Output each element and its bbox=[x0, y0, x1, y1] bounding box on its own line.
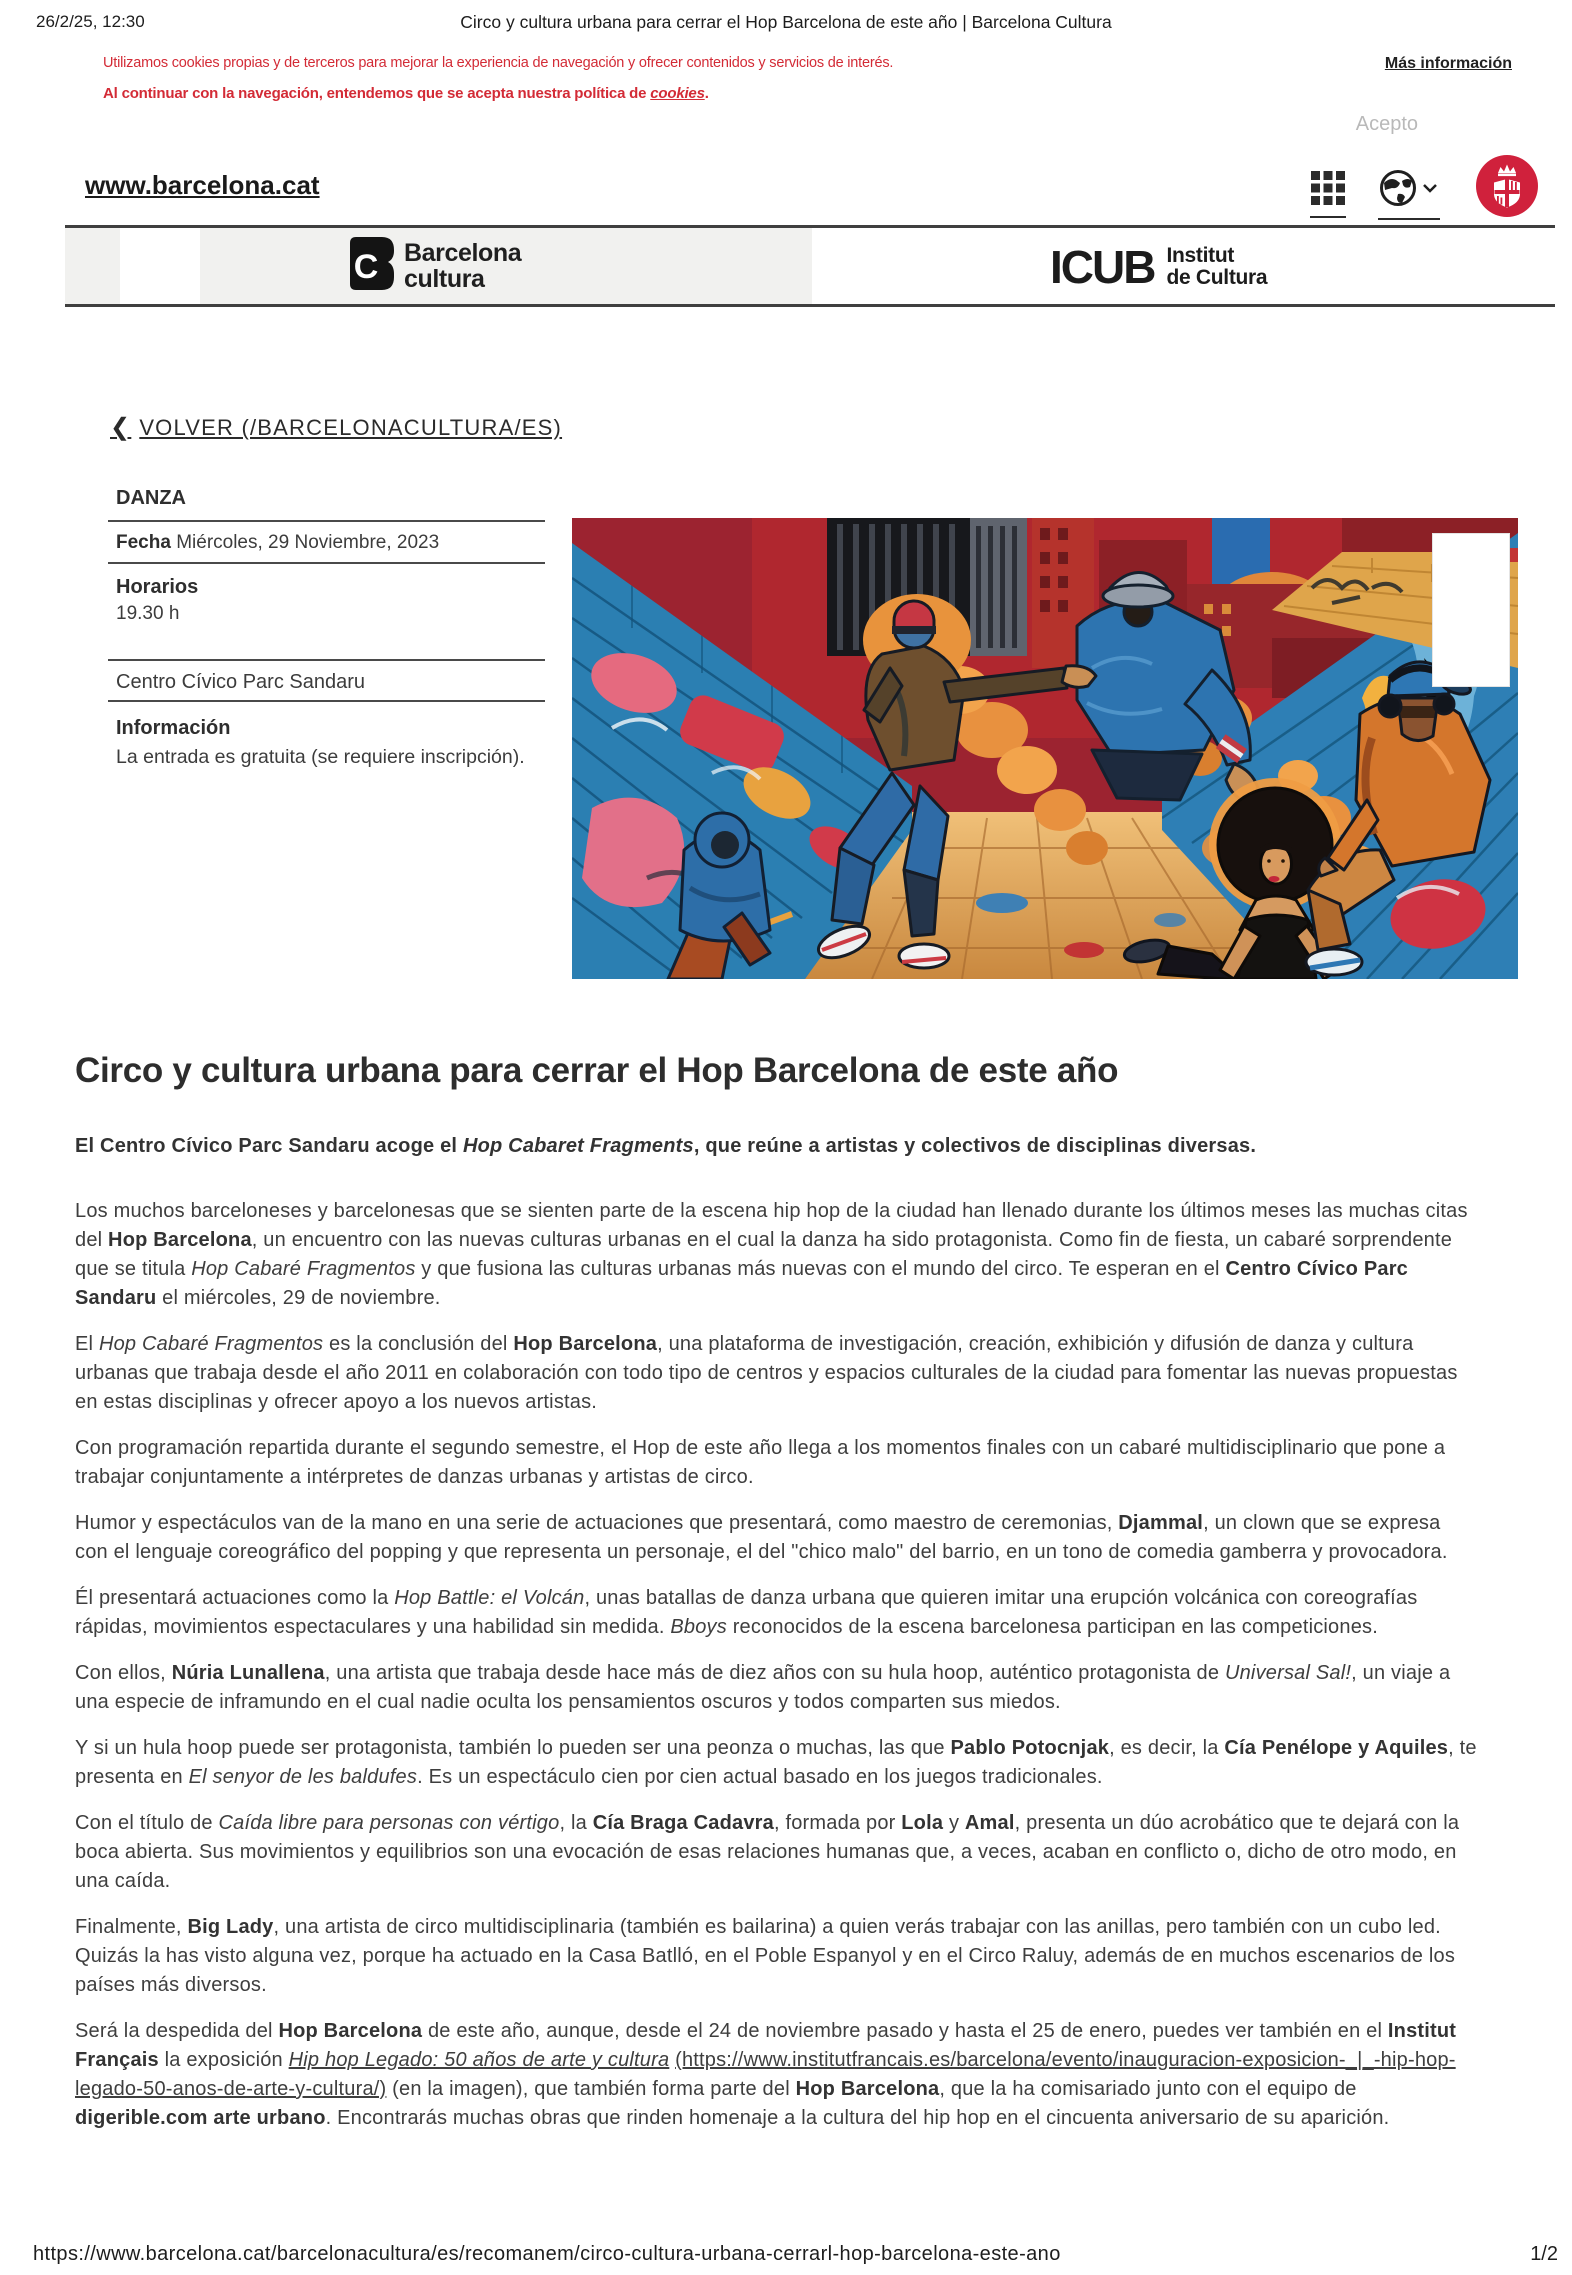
text-segment: Será la despedida del bbox=[75, 2020, 279, 2042]
text-segment: , la bbox=[559, 1812, 593, 1834]
text-segment: Con ellos, bbox=[75, 1662, 172, 1684]
icub-logo[interactable] bbox=[1050, 240, 1267, 294]
text-segment: Hop Cabaré Fragmentos bbox=[191, 1258, 416, 1280]
text-segment: Con el título de bbox=[75, 1812, 219, 1834]
text-segment: , un clown que se expresa con el lenguaje coreográfico del popping y que representa un personaje, el del "chico malo" del barrio, en un tono de comedia gamberra y provocadora. bbox=[75, 1512, 1448, 1563]
event-info-row bbox=[108, 700, 545, 772]
text-segment: Él presentará actuaciones como la bbox=[75, 1587, 395, 1609]
text-segment: Hop Barcelona bbox=[278, 2020, 423, 2042]
text-segment: Djammal bbox=[1118, 1512, 1204, 1534]
text-segment: Y si un hula hoop puede ser protagonista, también lo pueden ser una peonza o muchas, las que bbox=[75, 1737, 951, 1759]
print-datetime: 26/2/25, 12:30 bbox=[36, 12, 145, 31]
text-segment: Universal Sal! bbox=[1224, 1662, 1352, 1684]
text-segment: , un encuentro con las nuevas culturas urbanas en el cual la danza ha sido protagonista. Como fin de fiesta, un cabaré sorprendente que se titula bbox=[75, 1229, 1453, 1280]
text-segment: , una plataforma de investigación, creación, exhibición y difusión de danza y cultura urbanas que trabaja desde el año 2011 en colaboración con todo tipo de centros y espacios culturales de la ciudad para fomentar las nuevas propuestas en estas disciplinas y ofrecer apoyo a los nuevos artistas. bbox=[75, 1333, 1458, 1413]
icub-line1: Institut bbox=[1166, 244, 1235, 267]
chevron-left-icon: ❮ bbox=[110, 414, 132, 441]
article-paragraph bbox=[75, 1197, 1477, 1313]
svg-text:C: C bbox=[353, 248, 379, 286]
text-segment: El senyor de les baldufes bbox=[188, 1766, 418, 1788]
text-segment: y bbox=[943, 1812, 965, 1834]
text-segment: , unas batallas de danza urbana que quieren imitar una erupción volcánica con coreografías rápidas, movimientos espectaculares y una habilidad sin medida. bbox=[75, 1587, 1418, 1638]
article-paragraph bbox=[75, 1659, 1477, 1717]
event-venue: Centro Cívico Parc Sandaru bbox=[108, 659, 545, 700]
globe-icon bbox=[1382, 172, 1415, 205]
text-segment: , una artista de circo multidisciplinaria (también es bailarina) a quien verás trabajar con las anillas, pero también con un cubo led. Quizás la has visto alguna vez, porque ha actuado en la Casa Batlló, en el Poble Espanyol y en el Circo Raluy, además de en muchos escenarios de los países más diversos. bbox=[75, 1916, 1456, 1996]
article-paragraph bbox=[75, 1434, 1477, 1492]
barcelona-cultura-mark bbox=[350, 237, 394, 295]
icub-acronym: ICUB bbox=[1050, 241, 1155, 293]
text-segment: Lola bbox=[901, 1812, 944, 1834]
text-segment: , formada por bbox=[773, 1812, 902, 1834]
header-band bbox=[65, 225, 1555, 307]
inline-link[interactable]: (https://www.institutfrancais.es/barcelona/evento/inauguracion-exposicion-_|_-hip-hop-legado-50-anos-de-arte-y-cultura/) bbox=[75, 2049, 1456, 2100]
text-segment: (en la imagen), que también forma parte del bbox=[386, 2078, 796, 2100]
language-selector[interactable] bbox=[1378, 168, 1440, 220]
back-link-label: VOLVER (/BARCELONACULTURA/ES) bbox=[139, 415, 563, 440]
text-segment: Hop Barcelona bbox=[108, 1229, 252, 1251]
event-details bbox=[108, 487, 545, 772]
event-info-label: Información bbox=[116, 717, 231, 739]
cookie-text-line1: Utilizamos cookies propias y de terceros para mejorar la experiencia de navegación y ofrecer contenidos y servicios de interés. bbox=[103, 55, 894, 71]
text-segment: , te presenta en bbox=[75, 1737, 1477, 1788]
text-segment: de este año, aunque, desde el 24 de noviembre pasado y hasta el 25 de enero, puedes ver también en el bbox=[422, 2020, 1388, 2042]
accept-cookies-button[interactable]: Acepto bbox=[1355, 113, 1418, 135]
text-segment: , que reúne a artistas y colectivos de disciplinas diversas. bbox=[693, 1135, 1257, 1157]
article-paragraph bbox=[75, 1509, 1477, 1567]
text-segment: reconocidos de la escena barcelonesa participan en las competiciones. bbox=[726, 1616, 1378, 1638]
text-segment: el miércoles, 29 de noviembre. bbox=[156, 1287, 441, 1309]
text-segment: Bboys bbox=[670, 1616, 727, 1638]
print-footer-url: https://www.barcelona.cat/barcelonacultura/es/recomanem/circo-cultura-urbana-cerrarl-hop-barcelona-este-ano bbox=[33, 2243, 1061, 2265]
event-date-row bbox=[108, 520, 545, 562]
text-segment: . Es un espectáculo cien por cien actual basado en los juegos tradicionales. bbox=[417, 1766, 1103, 1788]
article-paragraph bbox=[75, 1913, 1477, 2000]
event-image bbox=[572, 518, 1518, 979]
text-segment: la exposición bbox=[158, 2049, 289, 2071]
inline-link[interactable]: Hip hop Legado: 50 años de arte y cultura bbox=[288, 2049, 670, 2071]
event-hours-label: Horarios bbox=[116, 576, 199, 598]
cookie-text-line2 bbox=[103, 85, 709, 102]
text-segment: Finalmente, bbox=[75, 1916, 188, 1938]
text-segment: Amal bbox=[964, 1812, 1015, 1834]
barcelona-crest-icon[interactable] bbox=[1476, 155, 1538, 217]
text-segment: Cía Braga Cadavra bbox=[592, 1812, 774, 1834]
barcelona-cultura-line2: cultura bbox=[404, 265, 485, 293]
article-body bbox=[75, 1132, 1477, 2133]
event-date-label: Fecha bbox=[116, 532, 171, 553]
print-title: Circo y cultura urbana para cerrar el Hop Barcelona de este año | Barcelona Cultura bbox=[460, 12, 1112, 32]
site-domain-link[interactable]: www.barcelona.cat bbox=[85, 170, 320, 200]
apps-grid-icon[interactable] bbox=[1310, 170, 1346, 218]
icub-line2: de Cultura bbox=[1166, 266, 1268, 289]
article-paragraph bbox=[75, 1734, 1477, 1792]
text-segment: Con programación repartida durante el segundo semestre, el Hop de este año llega a los momentos finales con un cabaré multidisciplinario que pone a trabajar conjuntamente a intérpretes de danzas urbanas y artistas de circo. bbox=[75, 1437, 1446, 1488]
barcelona-cultura-line1: Barcelona bbox=[404, 239, 522, 267]
text-segment: , es decir, la bbox=[1109, 1737, 1225, 1759]
event-date-value: Miércoles, 29 Noviembre, 2023 bbox=[170, 532, 440, 553]
text-segment: , una artista que trabaja desde hace más de diez años con su hula hoop, auténtico protagonista de bbox=[324, 1662, 1225, 1684]
article-paragraph bbox=[75, 1584, 1477, 1642]
text-segment: Caída libre para personas con vértigo bbox=[218, 1812, 560, 1834]
text-segment: Big Lady bbox=[187, 1916, 274, 1938]
article-paragraph bbox=[75, 1330, 1477, 1417]
article-paragraph bbox=[75, 1132, 1477, 1161]
article-title: Circo y cultura urbana para cerrar el Hop Barcelona de este año bbox=[75, 1051, 1119, 1090]
text-segment: , un viaje a una especie de inframundo en el cual nadie oculta los pensamientos oscuros y todos comparten sus miedos. bbox=[75, 1662, 1451, 1713]
hiphop-illustration bbox=[572, 518, 1518, 979]
text-segment: , que la ha comisariado junto con el equipo de bbox=[939, 2078, 1357, 2100]
text-segment: Centro Cívico Parc Sandaru bbox=[75, 1258, 1408, 1309]
text-segment: Cía Penélope y Aquiles bbox=[1224, 1737, 1449, 1759]
chevron-down-icon bbox=[1424, 185, 1436, 191]
cookie-text-line2-prefix: Al continuar con la navegación, entendemos que se acepta nuestra política de bbox=[103, 85, 651, 102]
text-segment: Institut Français bbox=[75, 2020, 1457, 2071]
cookie-text-line2-suffix: . bbox=[704, 85, 709, 102]
print-footer-page: 1/2 bbox=[1530, 2243, 1558, 2265]
back-link[interactable] bbox=[110, 413, 562, 442]
event-category: DANZA bbox=[116, 487, 186, 509]
article-paragraph bbox=[75, 1809, 1477, 1896]
text-segment: , presenta un dúo acrobático que te dejará con la boca abierta. Sus movimientos y equilibrios son una evocación de esas relaciones humanas que, a veces, acaban en conflicto o, dicho de otro modo, en una caída. bbox=[75, 1812, 1460, 1892]
article bbox=[75, 1050, 1477, 2150]
text-segment: . Encontrarás muchas obras que rinden homenaje a la cultura del hip hop en el cincuenta aniversario de su aparición. bbox=[325, 2107, 1390, 2129]
text-segment: El Centro Cívico Parc Sandaru acoge el bbox=[75, 1135, 463, 1157]
event-info-value: La entrada es gratuita (se requiere inscripción). bbox=[116, 746, 525, 768]
event-hours-row bbox=[108, 562, 545, 659]
text-segment: Núria Lunallena bbox=[171, 1662, 325, 1684]
text-segment: Hop Cabaré Fragmentos bbox=[98, 1333, 324, 1355]
apps-grid-icon-glyph bbox=[1310, 170, 1346, 206]
text-segment: Hop Barcelona bbox=[795, 2078, 940, 2100]
text-segment: y que fusiona las culturas urbanas más nuevas con el mundo del circo. Te esperan en el bbox=[415, 1258, 1226, 1280]
text-segment: digerible.com arte urbano bbox=[75, 2107, 326, 2129]
text-segment: Los muchos barceloneses y barcelonesas que se sienten parte de la escena hip hop de la ciudad han llenado durante los últimos meses las muchas citas del bbox=[75, 1200, 1468, 1251]
text-segment: Pablo Potocnjak bbox=[950, 1737, 1110, 1759]
text-segment: El bbox=[75, 1333, 99, 1355]
event-hours-value: 19.30 h bbox=[116, 603, 180, 624]
text-segment: Hop Battle: el Volcán bbox=[394, 1587, 585, 1609]
more-info-link[interactable]: Más información bbox=[1384, 55, 1512, 72]
article-paragraph bbox=[75, 2017, 1477, 2133]
image-blank-overlay bbox=[1432, 533, 1510, 687]
text-segment: es la conclusión del bbox=[323, 1333, 514, 1355]
barcelona-cultura-logo[interactable] bbox=[350, 237, 521, 295]
text-segment: Hop Cabaret Fragments bbox=[462, 1135, 694, 1157]
text-segment: Humor y espectáculos van de la mano en una serie de actuaciones que presentará, como maestro de ceremonias, bbox=[75, 1512, 1119, 1534]
header-band-gap bbox=[120, 228, 200, 304]
cookies-policy-link[interactable]: cookies bbox=[650, 85, 705, 102]
text-segment: Hop Barcelona bbox=[513, 1333, 658, 1355]
